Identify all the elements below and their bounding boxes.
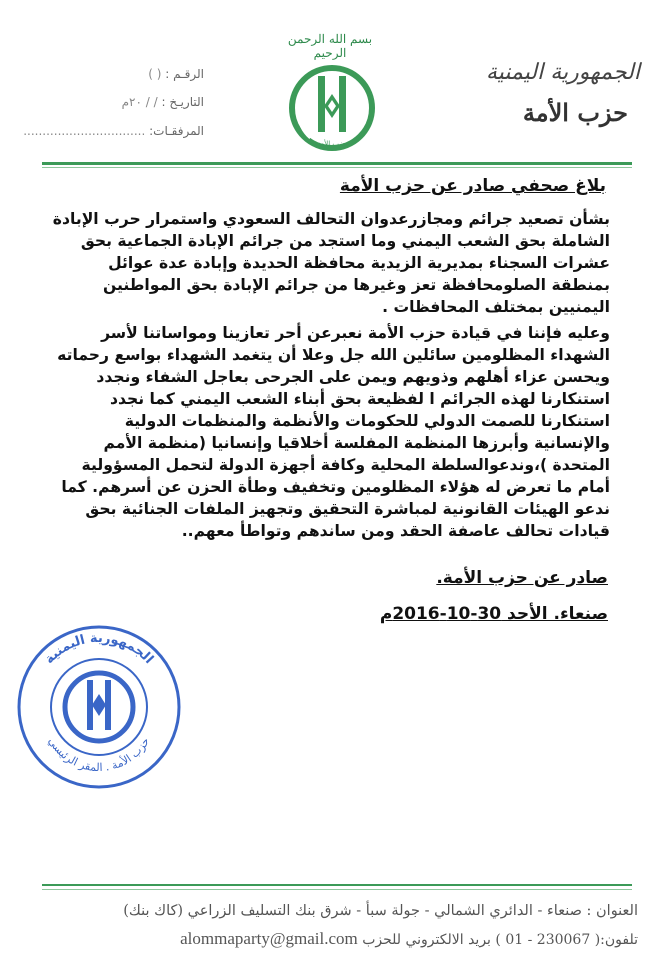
reference-label: الرقـم : [165,67,204,81]
document-title: بلاغ صحفي صادر عن حزب الأمة [339,176,606,196]
date-value: / / ٢٠م [121,95,158,109]
footer-divider [42,884,632,886]
attachments-line [23,124,204,138]
footer-contact [180,929,638,949]
email-label: ) بريد الالكتروني للحزب [362,932,501,948]
paragraph-1: بشأن تصعيد جرائم ومجازرعدوان التحالف السعودي واستمرار حرب الإبادة الشاملة بحق الشعب اليمني وما استجد من جرائم الإبادة الجماعية بحق عشرات السجناء بمديرية الزيدية محافظة الحديدة وإبادة عدة عوائل بمنطقة الصلومحافظة تعز وغيرها من جرائم الإبادة بحق المواطنين اليمنيين بمختلف المحافظات . [52,210,610,316]
place-date: صنعاء. الأحد 30-10-2016م [379,604,608,624]
phone-number: 230067 - 01 [505,932,591,948]
paragraph-2: وعليه فإننا في قيادة حزب الأمة نعبرعن أحر تعازينا ومواساتنا لأسر الشهداء المظلومين سائلين الله جل وعلا أن يتغمد الشهداء بواسع رحماته ويحسن عزاء أهلهم وذويهم ويمن على الجرحى بعاجل الشفاء ونجدد استنكارنا لهذه الجرائم ا لفظيعة بحق أبناء الشعب اليمني كما نجدد استنكارنا للصمت الدولي للحكومات والأنظمة والمنظمات الدولية والإنسانية وأبرزها المنظمة المفلسة أخلاقيا وإنسانيا (منظمة الأمم المتحدة )،وندعوالسلطة المحلية وكافة أجهزة الدولة لتحمل المسؤولية أمام ما تعرض له هؤلاء المظلومين وتخفيف وطأة الحزن عن أسرهم. كما ندعو الهيئات القانونية لمباشرة التحقيق وتجهيز الملفات الجنائية بحق قيادات تحالف عاصفة الحقد ومن ساندهم وتواطأ معهم.. [57,324,610,540]
email-link[interactable]: alommaparty@gmail.com [180,929,358,948]
svg-text:حزب الأمة: حزب الأمة [316,140,348,148]
phone-label: تلفون:( [594,932,638,948]
reference-number [148,67,204,81]
party-logo [282,58,382,158]
footer-divider-thin [42,889,632,890]
svg-text:حزب الأمة . المقر الرئيسي: حزب الأمة . المقر الرئيسي [45,735,153,775]
date-line [122,95,204,109]
official-stamp [14,622,184,792]
republic-title: الجمهورية اليمنية [485,60,640,85]
header-divider [42,162,632,165]
header-divider-thin [42,167,632,168]
party-name: حزب الأمة [522,98,628,127]
reference-value: ( ) [148,67,162,81]
issued-by: صادر عن حزب الأمة. [436,568,608,588]
date-label: التاريـخ : [161,95,204,109]
attachments-label: المرفقـات: [149,124,204,138]
attachments-value: ................................ [23,124,146,138]
svg-text:الجمهورية اليمنية: الجمهورية اليمنية [42,630,157,668]
footer-address: العنوان : صنعاء - الدائري الشمالي - جولة سبأ - شرق بنك التسليف الزراعي (كاك بنك) [123,903,638,919]
basmala: بسم الله الرحمن الرحيم [287,32,373,60]
